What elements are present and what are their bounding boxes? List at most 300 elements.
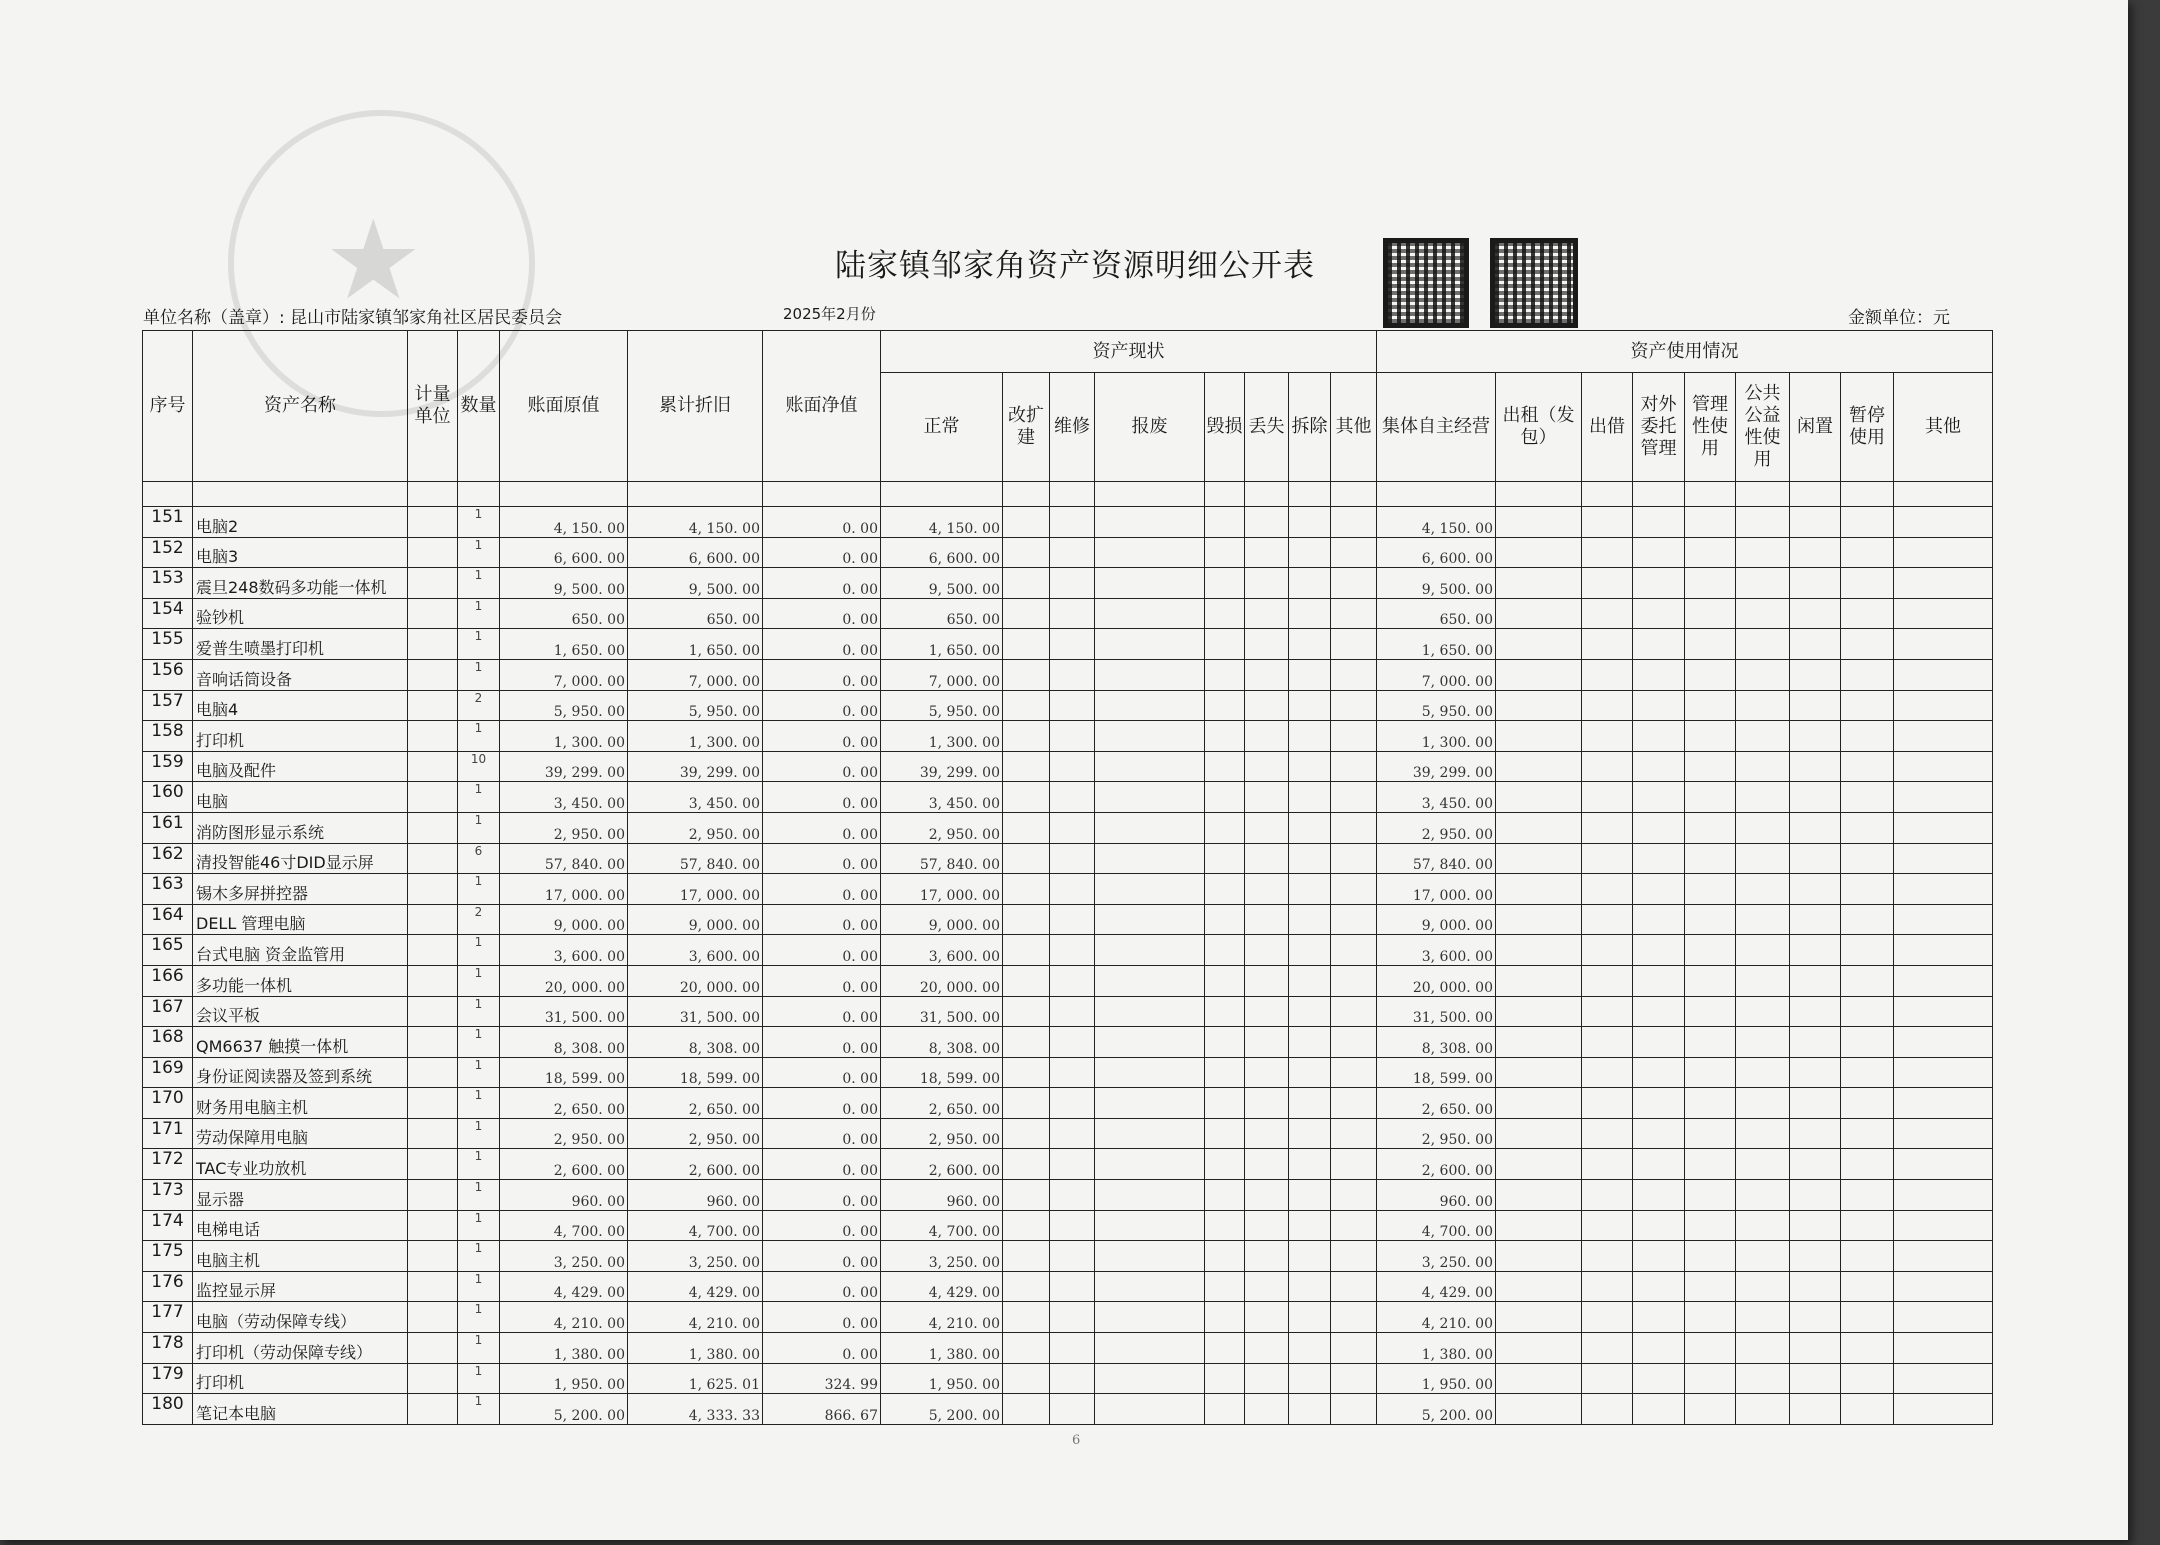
row-status-demolished [1289,1333,1331,1364]
row-qty: 2 [458,690,500,721]
row-usage-managerial [1685,812,1736,843]
row-seq: 173 [143,1180,193,1211]
row-qty: 1 [458,1333,500,1364]
row-usage-managerial [1685,1210,1736,1241]
row-original-value: 5, 200. 00 [500,1394,628,1425]
row-status-other [1331,537,1377,568]
row-status-repair [1050,507,1095,538]
row-usage-self-operated: 7, 000. 00 [1377,659,1496,690]
row-accum-depr: 4, 700. 00 [628,1210,763,1241]
row-status-scrapped [1095,629,1205,660]
row-seq: 151 [143,507,193,538]
row-accum-depr: 1, 625. 01 [628,1363,763,1394]
header-status-scrapped: 报废 [1095,373,1205,482]
row-measure-unit [408,1241,458,1272]
row-asset-name: 电梯电话 [193,1210,408,1241]
qr-code-icon [1383,238,1469,328]
row-usage-idle [1790,1394,1841,1425]
row-status-repair [1050,874,1095,905]
row-qty: 1 [458,812,500,843]
row-status-scrapped [1095,537,1205,568]
row-usage-leased [1496,1118,1582,1149]
row-status-lost [1245,721,1289,752]
row-status-other [1331,507,1377,538]
row-net-value: 0. 00 [763,812,881,843]
row-usage-lent [1582,996,1633,1027]
row-usage-entrusted [1633,507,1685,538]
row-usage-leased [1496,1027,1582,1058]
row-status-damaged [1205,1027,1245,1058]
row-status-normal: 5, 950. 00 [881,690,1003,721]
row-usage-other [1894,904,1993,935]
header-status-normal: 正常 [881,373,1003,482]
row-status-scrapped [1095,874,1205,905]
row-usage-managerial [1685,782,1736,813]
row-measure-unit [408,782,458,813]
row-usage-entrusted [1633,568,1685,599]
row-usage-suspended [1841,935,1894,966]
row-accum-depr: 9, 500. 00 [628,568,763,599]
row-usage-entrusted [1633,751,1685,782]
row-usage-lent [1582,1363,1633,1394]
row-status-rebuild [1003,935,1050,966]
row-status-repair [1050,751,1095,782]
row-seq: 177 [143,1302,193,1333]
row-usage-lent [1582,1302,1633,1333]
row-qty: 1 [458,874,500,905]
row-usage-self-operated: 4, 210. 00 [1377,1302,1496,1333]
row-status-rebuild [1003,1241,1050,1272]
row-status-lost [1245,1302,1289,1333]
row-status-rebuild [1003,1118,1050,1149]
row-accum-depr: 4, 150. 00 [628,507,763,538]
row-usage-entrusted [1633,690,1685,721]
row-status-damaged [1205,935,1245,966]
row-usage-leased [1496,1302,1582,1333]
row-usage-suspended [1841,537,1894,568]
row-status-damaged [1205,904,1245,935]
row-accum-depr: 4, 429. 00 [628,1271,763,1302]
row-status-damaged [1205,1118,1245,1149]
row-status-demolished [1289,843,1331,874]
row-usage-self-operated: 9, 000. 00 [1377,904,1496,935]
money-unit: 金额单位：元 [1848,308,1950,328]
row-status-repair [1050,965,1095,996]
row-measure-unit [408,1271,458,1302]
row-usage-leased [1496,1210,1582,1241]
row-measure-unit [408,874,458,905]
row-usage-lent [1582,751,1633,782]
row-usage-suspended [1841,507,1894,538]
row-usage-public [1736,568,1790,599]
row-usage-self-operated: 4, 429. 00 [1377,1271,1496,1302]
row-usage-suspended [1841,1210,1894,1241]
row-status-lost [1245,507,1289,538]
row-usage-other [1894,1118,1993,1149]
row-status-lost [1245,904,1289,935]
row-usage-public [1736,1394,1790,1425]
row-status-damaged [1205,1302,1245,1333]
row-usage-other [1894,690,1993,721]
row-usage-entrusted [1633,965,1685,996]
row-measure-unit [408,843,458,874]
row-net-value: 0. 00 [763,568,881,599]
row-usage-managerial [1685,996,1736,1027]
row-usage-public [1736,1027,1790,1058]
row-usage-other [1894,1394,1993,1425]
table-row [143,1180,1993,1211]
row-status-rebuild [1003,751,1050,782]
row-qty: 1 [458,1394,500,1425]
row-status-other [1331,690,1377,721]
row-usage-entrusted [1633,1057,1685,1088]
header-usage-managerial: 管理性使用 [1685,373,1736,482]
row-status-damaged [1205,629,1245,660]
row-status-scrapped [1095,1057,1205,1088]
row-usage-entrusted [1633,1149,1685,1180]
row-usage-managerial [1685,1271,1736,1302]
row-accum-depr: 3, 600. 00 [628,935,763,966]
header-usage-entrusted: 对外委托管理 [1633,373,1685,482]
row-status-scrapped [1095,1333,1205,1364]
row-usage-idle [1790,1271,1841,1302]
row-status-repair [1050,568,1095,599]
row-accum-depr: 2, 650. 00 [628,1088,763,1119]
row-usage-self-operated: 6, 600. 00 [1377,537,1496,568]
row-usage-leased [1496,812,1582,843]
row-original-value: 1, 650. 00 [500,629,628,660]
row-qty: 10 [458,751,500,782]
row-usage-self-operated: 20, 000. 00 [1377,965,1496,996]
row-accum-depr: 4, 333. 33 [628,1394,763,1425]
row-usage-idle [1790,1027,1841,1058]
row-usage-other [1894,812,1993,843]
row-qty: 1 [458,1241,500,1272]
row-status-rebuild [1003,782,1050,813]
row-status-scrapped [1095,751,1205,782]
row-status-repair [1050,659,1095,690]
row-measure-unit [408,690,458,721]
table-row [143,629,1993,660]
row-status-damaged [1205,996,1245,1027]
row-net-value: 0. 00 [763,598,881,629]
row-usage-other [1894,629,1993,660]
row-usage-other [1894,568,1993,599]
row-measure-unit [408,904,458,935]
row-status-lost [1245,1241,1289,1272]
row-original-value: 4, 210. 00 [500,1302,628,1333]
row-seq: 153 [143,568,193,599]
row-status-other [1331,1302,1377,1333]
row-status-demolished [1289,1394,1331,1425]
row-usage-self-operated: 31, 500. 00 [1377,996,1496,1027]
row-asset-name: DELL 管理电脑 [193,904,408,935]
row-usage-entrusted [1633,1271,1685,1302]
row-status-other [1331,843,1377,874]
row-status-rebuild [1003,1180,1050,1211]
row-accum-depr: 39, 299. 00 [628,751,763,782]
row-status-demolished [1289,1027,1331,1058]
row-usage-self-operated: 1, 650. 00 [1377,629,1496,660]
row-status-lost [1245,1394,1289,1425]
row-usage-public [1736,1333,1790,1364]
row-status-rebuild [1003,690,1050,721]
row-usage-entrusted [1633,782,1685,813]
row-usage-lent [1582,1149,1633,1180]
row-usage-suspended [1841,1027,1894,1058]
row-usage-other [1894,537,1993,568]
row-usage-lent [1582,874,1633,905]
row-usage-self-operated: 2, 650. 00 [1377,1088,1496,1119]
row-status-damaged [1205,1333,1245,1364]
row-net-value: 0. 00 [763,1088,881,1119]
row-usage-leased [1496,1180,1582,1211]
row-usage-leased [1496,568,1582,599]
row-usage-managerial [1685,537,1736,568]
row-measure-unit [408,1210,458,1241]
row-seq: 171 [143,1118,193,1149]
row-usage-idle [1790,751,1841,782]
row-usage-public [1736,629,1790,660]
row-usage-other [1894,1180,1993,1211]
row-status-demolished [1289,874,1331,905]
row-original-value: 960. 00 [500,1180,628,1211]
row-accum-depr: 2, 950. 00 [628,1118,763,1149]
header-usage-leased: 出租（发包） [1496,373,1582,482]
row-usage-managerial [1685,935,1736,966]
row-status-demolished [1289,1057,1331,1088]
row-status-lost [1245,1210,1289,1241]
header-status-demolished: 拆除 [1289,373,1331,482]
row-usage-idle [1790,1180,1841,1211]
row-status-demolished [1289,659,1331,690]
row-usage-leased [1496,1241,1582,1272]
row-original-value: 2, 950. 00 [500,812,628,843]
row-accum-depr: 18, 599. 00 [628,1057,763,1088]
row-usage-self-operated: 39, 299. 00 [1377,751,1496,782]
table-row [143,598,1993,629]
qr-code-icon [1490,238,1578,328]
row-original-value: 2, 650. 00 [500,1088,628,1119]
row-status-rebuild [1003,843,1050,874]
row-accum-depr: 9, 000. 00 [628,904,763,935]
row-usage-leased [1496,690,1582,721]
row-usage-idle [1790,843,1841,874]
row-qty: 1 [458,1027,500,1058]
row-measure-unit [408,935,458,966]
row-status-rebuild [1003,1057,1050,1088]
row-usage-public [1736,751,1790,782]
row-usage-managerial [1685,904,1736,935]
row-qty: 6 [458,843,500,874]
row-usage-other [1894,1241,1993,1272]
table-row [143,1363,1993,1394]
row-usage-managerial [1685,1302,1736,1333]
row-status-repair [1050,1088,1095,1119]
row-measure-unit [408,812,458,843]
row-usage-leased [1496,629,1582,660]
row-usage-public [1736,782,1790,813]
row-usage-managerial [1685,965,1736,996]
table-row [143,965,1993,996]
row-qty: 1 [458,1210,500,1241]
row-usage-other [1894,782,1993,813]
row-usage-managerial [1685,1118,1736,1149]
row-asset-name: 电脑4 [193,690,408,721]
row-usage-suspended [1841,690,1894,721]
row-usage-idle [1790,1302,1841,1333]
row-accum-depr: 2, 950. 00 [628,812,763,843]
row-asset-name: 电脑 [193,782,408,813]
table-row [143,904,1993,935]
row-status-repair [1050,1333,1095,1364]
row-qty: 1 [458,965,500,996]
row-net-value: 0. 00 [763,1271,881,1302]
row-usage-other [1894,1149,1993,1180]
row-usage-public [1736,1363,1790,1394]
row-status-normal: 57, 840. 00 [881,843,1003,874]
header-status-damaged: 毁损 [1205,373,1245,482]
row-status-scrapped [1095,1271,1205,1302]
row-qty: 1 [458,1088,500,1119]
row-status-rebuild [1003,1149,1050,1180]
row-status-damaged [1205,507,1245,538]
row-usage-entrusted [1633,874,1685,905]
row-original-value: 4, 429. 00 [500,1271,628,1302]
row-status-repair [1050,537,1095,568]
row-usage-leased [1496,843,1582,874]
table-row [143,996,1993,1027]
row-status-damaged [1205,598,1245,629]
row-status-rebuild [1003,996,1050,1027]
row-usage-suspended [1841,1241,1894,1272]
row-asset-name: 爱普生喷墨打印机 [193,629,408,660]
row-status-lost [1245,1057,1289,1088]
row-status-other [1331,1271,1377,1302]
row-status-other [1331,965,1377,996]
row-usage-lent [1582,1027,1633,1058]
row-usage-leased [1496,782,1582,813]
row-status-scrapped [1095,904,1205,935]
row-usage-idle [1790,659,1841,690]
row-original-value: 650. 00 [500,598,628,629]
row-usage-idle [1790,1333,1841,1364]
row-net-value: 0. 00 [763,874,881,905]
table-row [143,1241,1993,1272]
row-asset-name: 笔记本电脑 [193,1394,408,1425]
row-accum-depr: 960. 00 [628,1180,763,1211]
table-row [143,843,1993,874]
row-usage-managerial [1685,1241,1736,1272]
row-asset-name: 音响话筒设备 [193,659,408,690]
row-status-other [1331,1394,1377,1425]
row-asset-name: 电脑（劳动保障专线） [193,1302,408,1333]
row-usage-lent [1582,568,1633,599]
row-usage-leased [1496,996,1582,1027]
row-seq: 157 [143,690,193,721]
row-usage-self-operated: 2, 600. 00 [1377,1149,1496,1180]
row-status-other [1331,1180,1377,1211]
row-usage-self-operated: 960. 00 [1377,1180,1496,1211]
row-status-normal: 2, 950. 00 [881,812,1003,843]
row-usage-public [1736,1180,1790,1211]
row-usage-idle [1790,507,1841,538]
table-row [143,537,1993,568]
row-usage-self-operated: 3, 600. 00 [1377,935,1496,966]
row-qty: 1 [458,1118,500,1149]
row-qty: 1 [458,629,500,660]
table-row [143,874,1993,905]
row-seq: 174 [143,1210,193,1241]
row-qty: 1 [458,721,500,752]
row-status-normal: 960. 00 [881,1180,1003,1211]
row-usage-lent [1582,904,1633,935]
row-usage-idle [1790,1057,1841,1088]
header-status-repair: 维修 [1050,373,1095,482]
row-asset-name: 打印机 [193,1363,408,1394]
row-status-scrapped [1095,507,1205,538]
row-qty: 1 [458,782,500,813]
row-usage-public [1736,1302,1790,1333]
row-status-scrapped [1095,843,1205,874]
row-status-scrapped [1095,1394,1205,1425]
row-usage-lent [1582,598,1633,629]
row-usage-managerial [1685,1088,1736,1119]
row-usage-public [1736,904,1790,935]
row-status-demolished [1289,1149,1331,1180]
table-row [143,721,1993,752]
row-measure-unit [408,568,458,599]
row-usage-lent [1582,812,1633,843]
row-seq: 158 [143,721,193,752]
row-measure-unit [408,1057,458,1088]
row-status-normal: 39, 299. 00 [881,751,1003,782]
row-usage-self-operated: 3, 250. 00 [1377,1241,1496,1272]
row-status-rebuild [1003,629,1050,660]
row-asset-name: 震旦248数码多功能一体机 [193,568,408,599]
row-net-value: 0. 00 [763,1149,881,1180]
row-status-damaged [1205,690,1245,721]
row-asset-name: 劳动保障用电脑 [193,1118,408,1149]
row-seq: 176 [143,1271,193,1302]
row-usage-leased [1496,1363,1582,1394]
row-status-scrapped [1095,1088,1205,1119]
row-net-value: 0. 00 [763,1241,881,1272]
row-status-lost [1245,843,1289,874]
row-accum-depr: 8, 308. 00 [628,1027,763,1058]
row-measure-unit [408,1363,458,1394]
row-accum-depr: 4, 210. 00 [628,1302,763,1333]
row-usage-entrusted [1633,721,1685,752]
row-status-normal: 31, 500. 00 [881,996,1003,1027]
row-seq: 154 [143,598,193,629]
row-usage-other [1894,1333,1993,1364]
row-usage-idle [1790,1088,1841,1119]
row-status-repair [1050,1271,1095,1302]
row-usage-self-operated: 3, 450. 00 [1377,782,1496,813]
row-usage-lent [1582,935,1633,966]
row-seq: 165 [143,935,193,966]
row-usage-managerial [1685,1057,1736,1088]
row-usage-suspended [1841,1302,1894,1333]
row-net-value: 0. 00 [763,782,881,813]
row-status-demolished [1289,1363,1331,1394]
row-usage-other [1894,598,1993,629]
header-status-group: 资产现状 [881,331,1377,373]
row-qty: 1 [458,568,500,599]
row-status-repair [1050,1363,1095,1394]
row-status-rebuild [1003,568,1050,599]
